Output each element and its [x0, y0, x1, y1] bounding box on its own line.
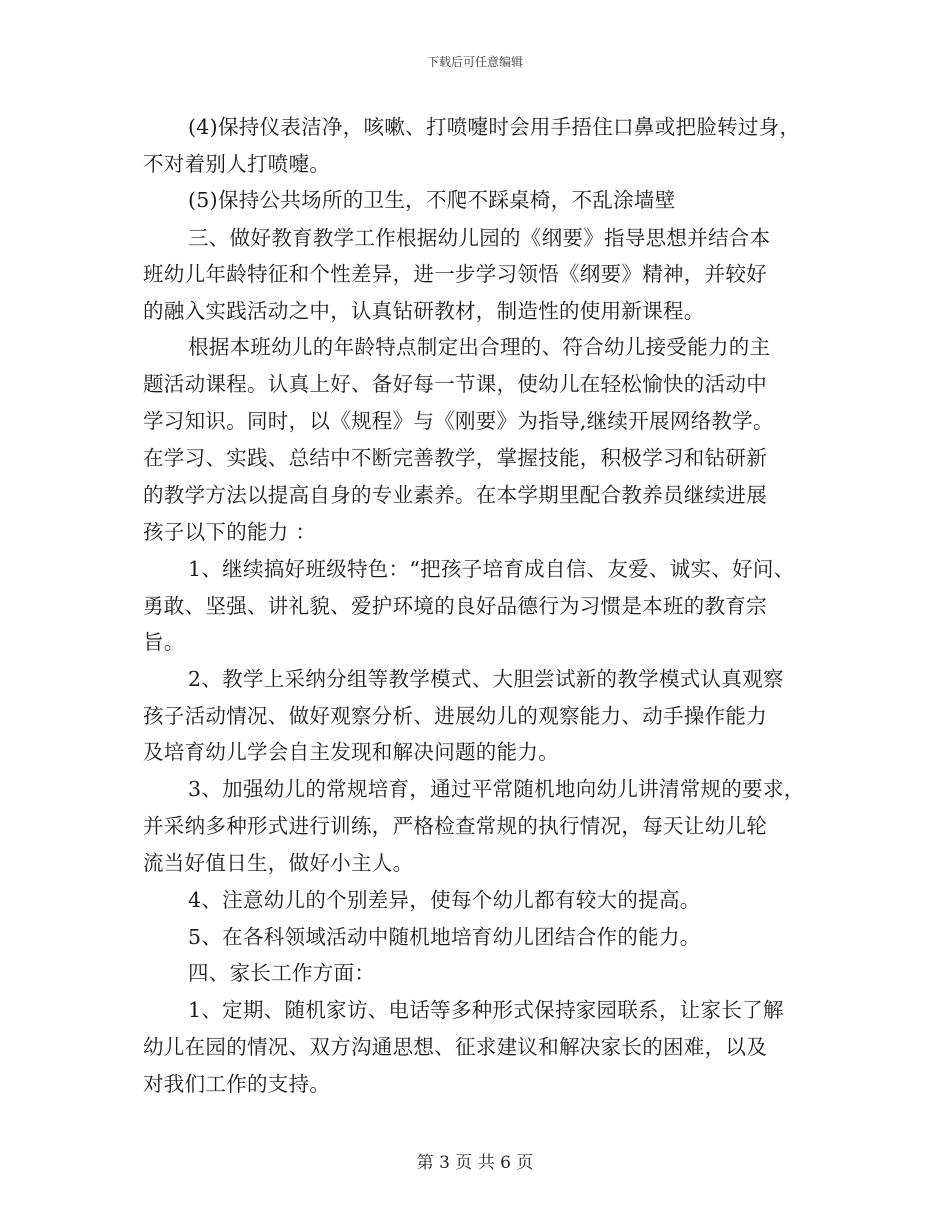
text-line: 根据本班幼儿的年龄特点制定出合理的、符合幼儿接受能力的主 [188, 335, 771, 359]
text-line: 的融入实践活动之中，认真钻研教材，制造性的使用新课程。 [143, 299, 705, 323]
text-line: (4)保持仪表洁净，咳嗽、打喷嚏时会用手捂住口鼻或把脸转过身， [188, 115, 801, 139]
text-line: 四、家长工作方面： [188, 961, 376, 985]
text-line: 幼儿在园的情况、双方沟通思想、征求建议和解决家长的困难，以及 [143, 1035, 767, 1059]
text-line: 孩子以下的能力 ： [143, 520, 317, 544]
text-line: 5、在各科领域活动中随机地培育幼儿团结合作的能力。 [188, 925, 701, 949]
text-line: 旨。 [143, 630, 185, 654]
text-line: 勇敢、坚强、讲礼貌、爱护环境的良好品德行为习惯是本班的教育宗 [143, 594, 767, 618]
text-line: 三、做好教育教学工作根据幼儿园的《纲要》指导思想并结合本 [188, 226, 771, 250]
text-line: 不对着别人打喷嚏。 [143, 152, 331, 176]
page-header: 下载后可任意编辑 [426, 55, 523, 69]
text-line: 的教学方法以提高自身的专业素养。在本学期里配合教养员继续进展 [143, 483, 767, 507]
text-line: 2、教学上采纳分组等教学模式、大胆尝试新的教学模式认真观察 [188, 667, 784, 691]
page-footer: 第 3 页 共 6 页 [416, 1153, 534, 1173]
text-line: 对我们工作的支持。 [143, 1072, 331, 1096]
text-line: (5)保持公共场所的卫生，不爬不踩桌椅，不乱涂墙壁 [188, 188, 676, 212]
text-line: 在学习、实践、总结中不断完善教学，掌握技能，积极学习和钻研新 [143, 446, 767, 470]
text-line: 1、定期、随机家访、电话等多种形式保持家园联系，让家长了解 [188, 998, 784, 1022]
text-line: 学习知识。同时，以《规程》与《刚要》为指导,继续开展网络教学。 [143, 409, 774, 433]
text-line: 并采纳多种形式进行训练，严格检查常规的执行情况，每天让幼儿轮 [143, 814, 767, 838]
text-line: 流当好值日生，做好小主人。 [143, 851, 414, 875]
text-line: 及培育幼儿学会自主发现和解决问题的能力。 [143, 740, 559, 764]
text-line: 题活动课程。认真上好、备好每一节课，使幼儿在轻松愉快的活动中 [143, 372, 767, 396]
text-line: 1、继续搞好班级特色：“把孩子培育成自信、友爱、诚实、好问、 [188, 557, 795, 581]
text-line: 4、注意幼儿的个别差异，使每个幼儿都有较大的提高。 [188, 888, 701, 912]
text-line: 孩子活动情况、做好观察分析、进展幼儿的观察能力、动手操作能力 [143, 704, 767, 728]
text-line: 3、加强幼儿的常规培育，通过平常随机地向幼儿讲清常规的要求， [188, 777, 805, 801]
text-line: 班幼儿年龄特征和个性差异，进一步学习领悟《纲要》精神，并较好 [143, 262, 767, 286]
